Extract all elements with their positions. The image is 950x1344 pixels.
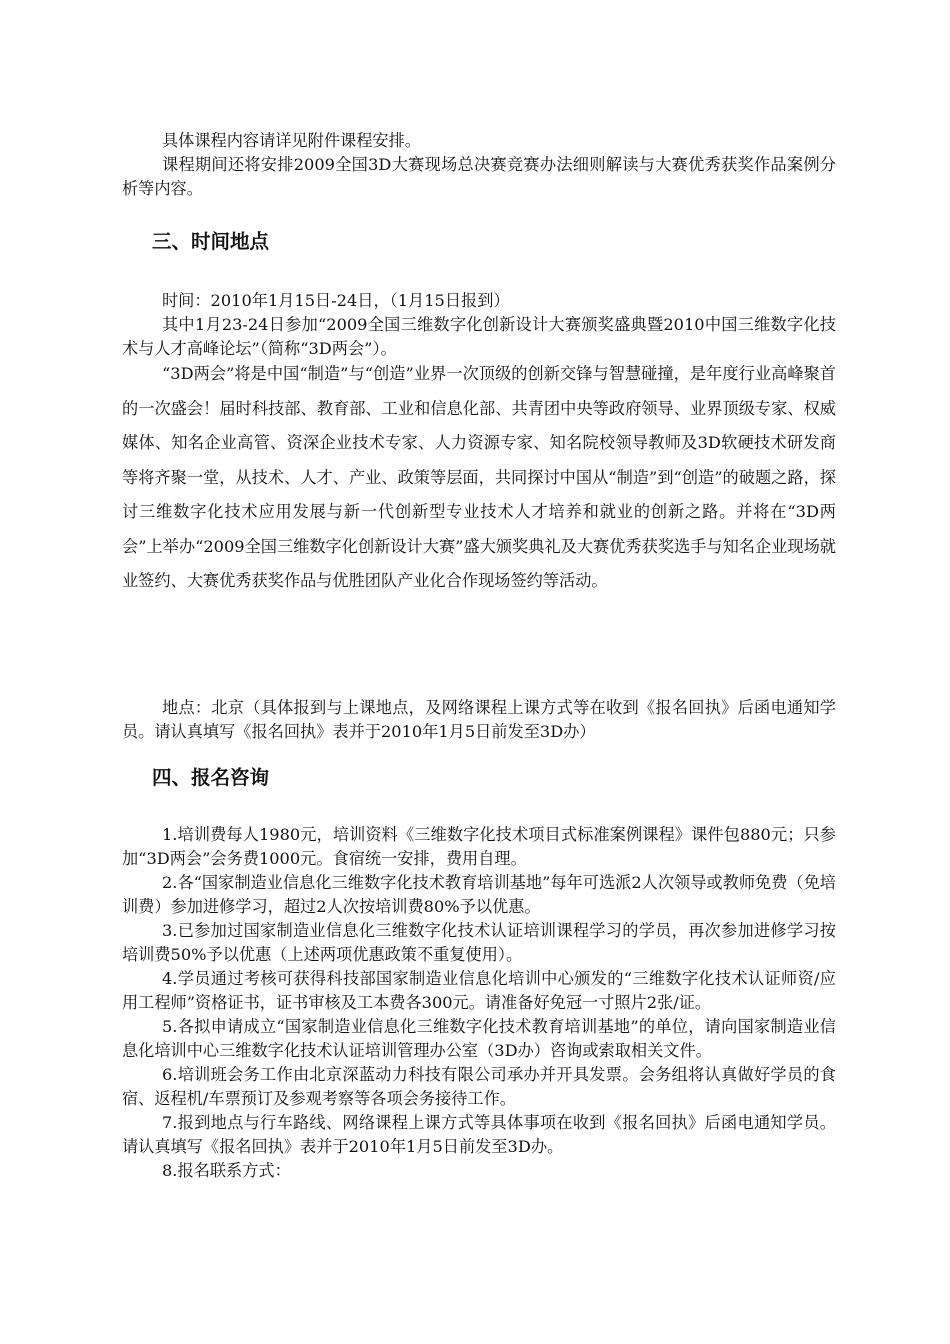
3d-conference-description: “3D两会”将是中国“制造”与“创造”业界一次顶级的创新交锋与智慧碰撞，是年度行业高峰聚首的一次盛会！届时科技部、教育部、工业和信息化部、共青团中央等政府领导、业界顶级专家、权威媒体、知名企业高管、资深企业技术专家、人力资源专家、知名院校领导教师及3D软硬技术研发商等将齐聚一堂，从技术、人才、产业、政策等层面，共同探讨中国从“制造”到“创造”的破题之路，探讨三维数字化技术应用发展与新一代创新型专业技术人才培养和就业的创新之路。并将在“3D两会”上举办“2009全国三维数字化创新设计大赛”盛大颁奖典礼及大赛优秀获奖选手与知名企业现场就业签约、大赛优秀获奖作品与优胜团队产业化合作现场签约等活动。 xyxy=(122,364,836,590)
intro-block xyxy=(122,129,836,201)
during-paragraph: 其中1月23-24日参加“2009全国三维数字化创新设计大赛颁奖盛典暨2010中国三维数字化技术与人才高峰论坛”（简称“3D两会”）。 xyxy=(122,315,836,358)
list-item: 1.培训费每人1980元，培训资料《三维数字化技术项目式标准案例课程》课件包880元；只参加“3D两会”会务费1000元。食宿统一安排，费用自理。 xyxy=(122,825,836,868)
section-4-list xyxy=(122,823,836,1183)
section-3-place-block xyxy=(122,696,836,744)
intro-paragraph-2: 课程期间还将安排2009全国3D大赛现场总决赛竞赛办法细则解读与大赛优秀获奖作品案例分析等内容。 xyxy=(122,155,836,198)
intro-paragraph-1: 具体课程内容请详见附件课程安排。 xyxy=(162,131,421,150)
list-item: 4.学员通过考核可获得科技部国家制造业信息化培训中心颁发的“三维数字化技术认证师资/应用工程师”资格证书，证书审核及工本费各300元。请准备好免冠一寸照片2张/证。 xyxy=(122,969,836,1012)
list-item: 5.各拟申请成立“国家制造业信息化三维数字化技术教育培训基地”的单位，请向国家制造业信息化培训中心三维数字化技术认证培训管理办公室（3D办）咨询或索取相关文件。 xyxy=(122,1017,836,1060)
list-item: 8.报名联系方式： xyxy=(162,1161,291,1180)
time-paragraph: 时间：2010年1月15日-24日，（1月15日报到） xyxy=(162,291,510,310)
list-item: 3.已参加过国家制造业信息化三维数字化技术认证培训课程学习的学员，再次参加进修学习按培训费50%予以优惠（上述两项优惠政策不重复使用）。 xyxy=(122,921,836,964)
list-item: 2.各“国家制造业信息化三维数字化技术教育培训基地”每年可选派2人次领导或教师免费（免培训费）参加进修学习，超过2人次按培训费80%予以优惠。 xyxy=(122,873,836,916)
list-item: 7.报到地点与行车路线、网络课程上课方式等具体事项在收到《报名回执》后函电通知学员。请认真填写《报名回执》表并于2010年1月5日前发至3D办。 xyxy=(122,1113,836,1156)
section-3-desc-block xyxy=(122,357,836,599)
list-item: 6.培训班会务工作由北京深蓝动力科技有限公司承办并开具发票。会务组将认真做好学员的食宿、返程机/车票预订及参观考察等各项会务接待工作。 xyxy=(122,1065,836,1108)
section-3-time-block xyxy=(122,289,836,361)
section-4-heading: 四、报名咨询 xyxy=(152,766,270,789)
place-paragraph: 地点：北京（具体报到与上课地点，及网络课程上课方式等在收到《报名回执》后函电通知学员。请认真填写《报名回执》表并于2010年1月5日前发至3D办） xyxy=(122,698,836,741)
section-3-heading: 三、时间地点 xyxy=(152,230,270,253)
